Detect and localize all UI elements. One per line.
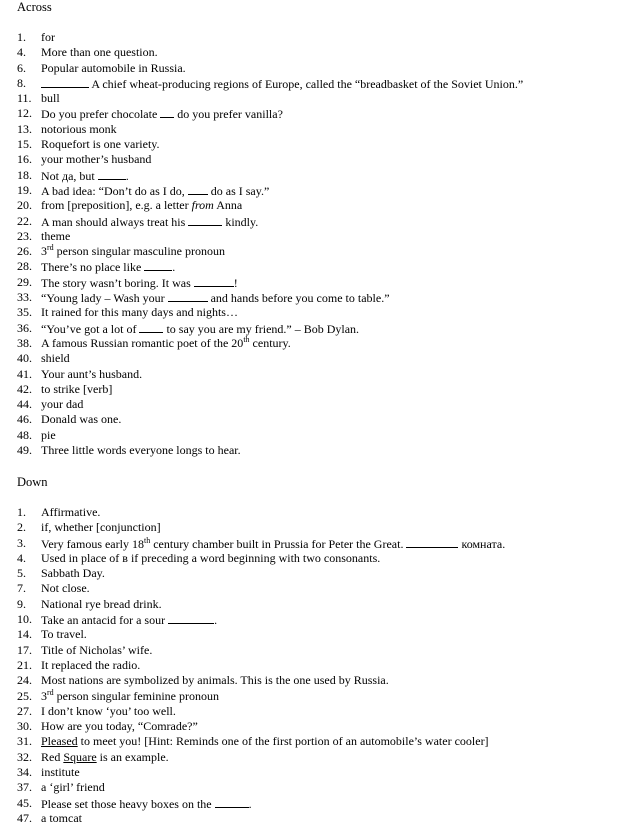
clue-text-part: person singular feminine pronoun (53, 688, 219, 703)
clue-text (41, 719, 612, 734)
across-clue-6 (17, 61, 612, 76)
answer-blank (168, 290, 208, 302)
clue-text (41, 259, 612, 274)
clue-text-part: from [preposition], e.g. a letter (41, 198, 192, 213)
clue-text (41, 244, 612, 259)
down-clue-34 (17, 765, 612, 780)
down-clue-32 (17, 750, 612, 765)
clue-number: 16. (17, 152, 32, 167)
clue-text-part: Title of Nicholas’ wife. (41, 642, 153, 657)
clue-text-part: Anna (213, 198, 243, 213)
clue-text (41, 214, 612, 229)
answer-blank (144, 259, 172, 271)
clue-number: 45. (17, 795, 32, 810)
clue-number: 17. (17, 642, 32, 657)
down-clue-4 (17, 551, 612, 566)
clue-text-part: century chamber built in Prussia for Peter the Great. (150, 536, 407, 551)
clue-text-part: Your aunt’s husband. (41, 366, 143, 381)
clue-text-part: I don’t know ‘you’ too well. (41, 703, 176, 718)
clue-text-part: Sabbath Day. (41, 566, 105, 581)
clue-text-part: ! (233, 275, 238, 290)
clue-number: 42. (17, 381, 32, 396)
down-clue-2 (17, 520, 612, 535)
clue-text (41, 152, 612, 167)
answer-blank (98, 168, 126, 180)
clue-text-part: Affirmative. (41, 505, 101, 519)
clue-number: 49. (17, 443, 32, 458)
across-clue-48 (17, 428, 612, 443)
clue-text (41, 627, 612, 642)
clue-text-part: To travel. (41, 627, 87, 642)
clue-number: 26. (17, 244, 32, 259)
clue-text-part: theme (41, 228, 71, 243)
clue-text-part: . (172, 260, 176, 275)
clue-text (41, 229, 612, 244)
across-clue-23 (17, 229, 612, 244)
clue-text-part: Roquefort is one variety. (41, 137, 160, 152)
across-clue-4 (17, 45, 612, 60)
clue-text-part: th (243, 334, 250, 344)
clue-text (41, 91, 612, 106)
clue-text-part: Do you prefer chocolate (41, 107, 161, 122)
clue-text-part: Not close. (41, 581, 90, 596)
clue-text-part: for (41, 30, 55, 44)
clue-text (41, 443, 612, 458)
clue-text-part: “Young lady – Wash your (41, 291, 168, 306)
down-clue-3 (17, 536, 612, 551)
down-clue-37 (17, 780, 612, 795)
clue-number: 46. (17, 412, 32, 427)
down-clue-27 (17, 704, 612, 719)
clue-number: 32. (17, 749, 32, 764)
across-clue-28 (17, 259, 612, 274)
across-clue-26 (17, 244, 612, 259)
clue-text-part: Most nations are symbolized by animals. This is the one used by Russia. (41, 673, 389, 688)
clue-number: 4. (17, 45, 26, 60)
clue-number: 8. (17, 75, 26, 90)
clue-text-part: pie (41, 427, 56, 442)
across-clue-42 (17, 382, 612, 397)
clue-text (41, 505, 612, 520)
clue-text (41, 351, 612, 366)
clue-text-part: комната. (458, 536, 506, 551)
down-clue-17 (17, 643, 612, 658)
across-clue-11 (17, 91, 612, 106)
clue-text-part: is an example. (96, 749, 169, 764)
across-clue-41 (17, 367, 612, 382)
clue-text (41, 382, 612, 397)
down-clue-9 (17, 597, 612, 612)
clue-text-part: a tomcat (41, 810, 82, 825)
clue-text-part: to strike [verb] (41, 381, 113, 396)
clue-number: 40. (17, 351, 32, 366)
clue-text-part: . (214, 613, 218, 628)
clue-number: 30. (17, 719, 32, 734)
clue-text (41, 780, 612, 795)
across-clue-29 (17, 275, 612, 290)
clue-number: 28. (17, 259, 32, 274)
down-clue-45 (17, 796, 612, 811)
clue-text-part: The story wasn’t boring. It was (41, 275, 194, 290)
clue-number: 6. (17, 60, 26, 75)
across-clue-1 (17, 30, 612, 45)
answer-blank (406, 536, 458, 548)
clue-text-part: notorious monk (41, 121, 117, 136)
clue-text (41, 750, 612, 765)
clue-text-part: Square (63, 749, 97, 764)
clue-text-part: A man should always treat his (41, 214, 189, 229)
clue-number: 20. (17, 198, 32, 213)
clue-text (41, 597, 612, 612)
answer-blank (168, 612, 214, 624)
across-clue-33 (17, 290, 612, 305)
down-clue-47 (17, 811, 612, 826)
across-clue-22 (17, 214, 612, 229)
clue-text (41, 275, 612, 290)
clue-number: 27. (17, 703, 32, 718)
clue-text (41, 704, 612, 719)
answer-blank (188, 214, 222, 226)
clue-text (41, 168, 612, 183)
down-clue-10 (17, 612, 612, 627)
answer-blank (139, 321, 163, 333)
across-clue-18 (17, 168, 612, 183)
clue-text-part: A bad idea: “Don’t do as I do, (41, 183, 188, 198)
answer-blank (194, 275, 234, 287)
clue-text-part: More than one question. (41, 45, 158, 60)
clue-number: 1. (17, 505, 26, 519)
clue-text (41, 321, 612, 336)
clue-number: 13. (17, 121, 32, 136)
clue-text-part: . (125, 168, 129, 183)
clue-text (41, 612, 612, 627)
clue-text-part: Red (41, 749, 64, 764)
across-clue-40 (17, 351, 612, 366)
across-clue-38 (17, 336, 612, 351)
down-clue-31 (17, 734, 612, 749)
down-clue-1 (17, 505, 612, 520)
across-clue-44 (17, 397, 612, 412)
clue-text-part: Popular automobile in Russia. (41, 60, 186, 75)
clue-number: 15. (17, 137, 32, 152)
clue-number: 48. (17, 427, 32, 442)
answer-blank (160, 106, 174, 118)
clue-number: 11. (17, 91, 32, 106)
clue-text-part: and hands before you come to table.” (207, 291, 390, 306)
across-clue-46 (17, 412, 612, 427)
down-clue-25 (17, 689, 612, 704)
clue-text-part: “You’ve got a lot of (41, 321, 140, 336)
clue-number: 10. (17, 612, 32, 627)
clue-text-part: Used in place of в if preceding a word beginning with two consonants. (41, 550, 381, 565)
clue-text-part: There’s no place like (41, 260, 145, 275)
clue-text-part: to meet you! [Hint: Reminds one of the first portion of an automobile’s water cooler] (77, 734, 489, 749)
clue-number: 3. (17, 535, 26, 550)
clue-number: 47. (17, 810, 32, 825)
clue-text-part: Pleased (41, 734, 78, 749)
clue-text-part: . (248, 796, 252, 811)
answer-blank (188, 183, 208, 195)
clue-text (41, 137, 612, 152)
clue-text (41, 30, 612, 45)
clue-text-part: A chief wheat-producing regions of Europe, called the “breadbasket of the Soviet Union.” (89, 76, 524, 91)
answer-blank (41, 76, 89, 88)
clue-text (41, 520, 612, 535)
clue-text (41, 367, 612, 382)
clue-text (41, 643, 612, 658)
across-clue-19 (17, 183, 612, 198)
down-clue-21 (17, 658, 612, 673)
clue-number: 31. (17, 734, 32, 749)
clue-text-part: Please set those heavy boxes on the (41, 796, 215, 811)
clue-number: 21. (17, 657, 32, 672)
clue-text-part: your dad (41, 397, 84, 412)
clue-text (41, 689, 612, 704)
clue-number: 25. (17, 688, 32, 703)
across-clue-36 (17, 321, 612, 336)
clue-number: 9. (17, 596, 26, 611)
clue-text (41, 734, 612, 749)
clue-number: 2. (17, 520, 26, 535)
across-clue-12 (17, 106, 612, 121)
clue-text (41, 305, 612, 320)
across-clue-13 (17, 122, 612, 137)
down-heading: Down (17, 475, 48, 489)
clue-number: 29. (17, 274, 32, 289)
clue-text (41, 122, 612, 137)
clue-text (41, 290, 612, 305)
clue-number: 33. (17, 290, 32, 305)
clue-text-part: institute (41, 765, 80, 780)
clue-text (41, 106, 612, 121)
clue-text-part: bull (41, 91, 60, 106)
clue-text-part: to say you are my friend.” – Bob Dylan. (163, 321, 360, 336)
down-clue-7 (17, 581, 612, 596)
clue-text (41, 412, 612, 427)
across-clue-16 (17, 152, 612, 167)
clue-text (41, 45, 612, 60)
clue-text-part: Very famous early 18 (41, 536, 144, 551)
clue-text-part: do you prefer vanilla? (174, 107, 283, 122)
clue-text (41, 811, 612, 826)
clue-number: 7. (17, 581, 26, 596)
clue-text (41, 336, 612, 351)
clue-text-part: It replaced the radio. (41, 657, 141, 672)
clue-text-part: person singular masculine pronoun (53, 244, 225, 259)
clue-text-part: National rye bread drink. (41, 596, 162, 611)
clue-text (41, 765, 612, 780)
clue-text (41, 581, 612, 596)
clue-text-part: rd (47, 687, 54, 697)
clue-text (41, 76, 612, 91)
clue-number: 4. (17, 550, 26, 565)
clue-number: 36. (17, 320, 32, 335)
down-clue-list (17, 505, 612, 826)
answer-blank (215, 796, 249, 808)
across-clue-49 (17, 443, 612, 458)
clue-text-part: a ‘girl’ friend (41, 780, 105, 795)
down-clue-5 (17, 566, 612, 581)
clue-text (41, 61, 612, 76)
clue-text-part: from (191, 198, 214, 213)
clue-text-part: It rained for this many days and nights… (41, 305, 238, 320)
across-clue-8 (17, 76, 612, 91)
clue-text (41, 397, 612, 412)
clue-text (41, 198, 612, 213)
clue-number: 23. (17, 228, 32, 243)
clue-text-part: century. (249, 335, 291, 350)
clue-number: 22. (17, 213, 32, 228)
clue-text-part: your mother’s husband (41, 152, 152, 167)
clue-number: 38. (17, 335, 32, 350)
clue-text-part: th (143, 535, 151, 545)
clue-number: 14. (17, 627, 32, 642)
clue-number: 41. (17, 366, 32, 381)
clue-text-part: 3 (41, 688, 47, 703)
clue-text-part: kindly. (222, 214, 259, 229)
clue-text-part: A famous Russian romantic poet of the 20 (41, 335, 244, 350)
clue-text-part: Three little words everyone longs to hear. (41, 443, 241, 458)
clue-text (41, 796, 612, 811)
clue-text-part: How are you today, “Comrade?” (41, 719, 198, 734)
down-clue-14 (17, 627, 612, 642)
clue-text (41, 551, 612, 566)
clue-text-part: rd (47, 243, 54, 253)
clue-number: 35. (17, 305, 32, 320)
clue-number: 37. (17, 780, 32, 795)
clue-number: 19. (17, 182, 32, 197)
clue-number: 12. (17, 106, 32, 121)
across-clue-20 (17, 198, 612, 213)
clue-text (41, 183, 612, 198)
across-heading: Across (17, 0, 52, 14)
clue-text (41, 658, 612, 673)
clue-text-part: if, whether [conjunction] (41, 520, 161, 535)
clue-number: 18. (17, 167, 32, 182)
clue-text-part: Donald was one. (41, 412, 122, 427)
clue-number: 5. (17, 566, 26, 581)
clue-text (41, 536, 612, 551)
down-clue-30 (17, 719, 612, 734)
clue-text (41, 673, 612, 688)
across-clue-list (17, 30, 612, 458)
clue-text (41, 566, 612, 581)
clue-number: 24. (17, 673, 32, 688)
across-clue-15 (17, 137, 612, 152)
clue-text-part: shield (41, 351, 70, 366)
clue-number: 1. (17, 30, 26, 44)
clue-text-part: Take an antacid for a sour (41, 613, 169, 628)
clue-text-part: do as I say.” (207, 183, 270, 198)
clue-number: 44. (17, 397, 32, 412)
across-clue-35 (17, 305, 612, 320)
clue-text-part: 3 (41, 244, 47, 259)
clue-text-part: Not да, but (41, 168, 98, 183)
clue-number: 34. (17, 765, 32, 780)
clue-text (41, 428, 612, 443)
down-clue-24 (17, 673, 612, 688)
